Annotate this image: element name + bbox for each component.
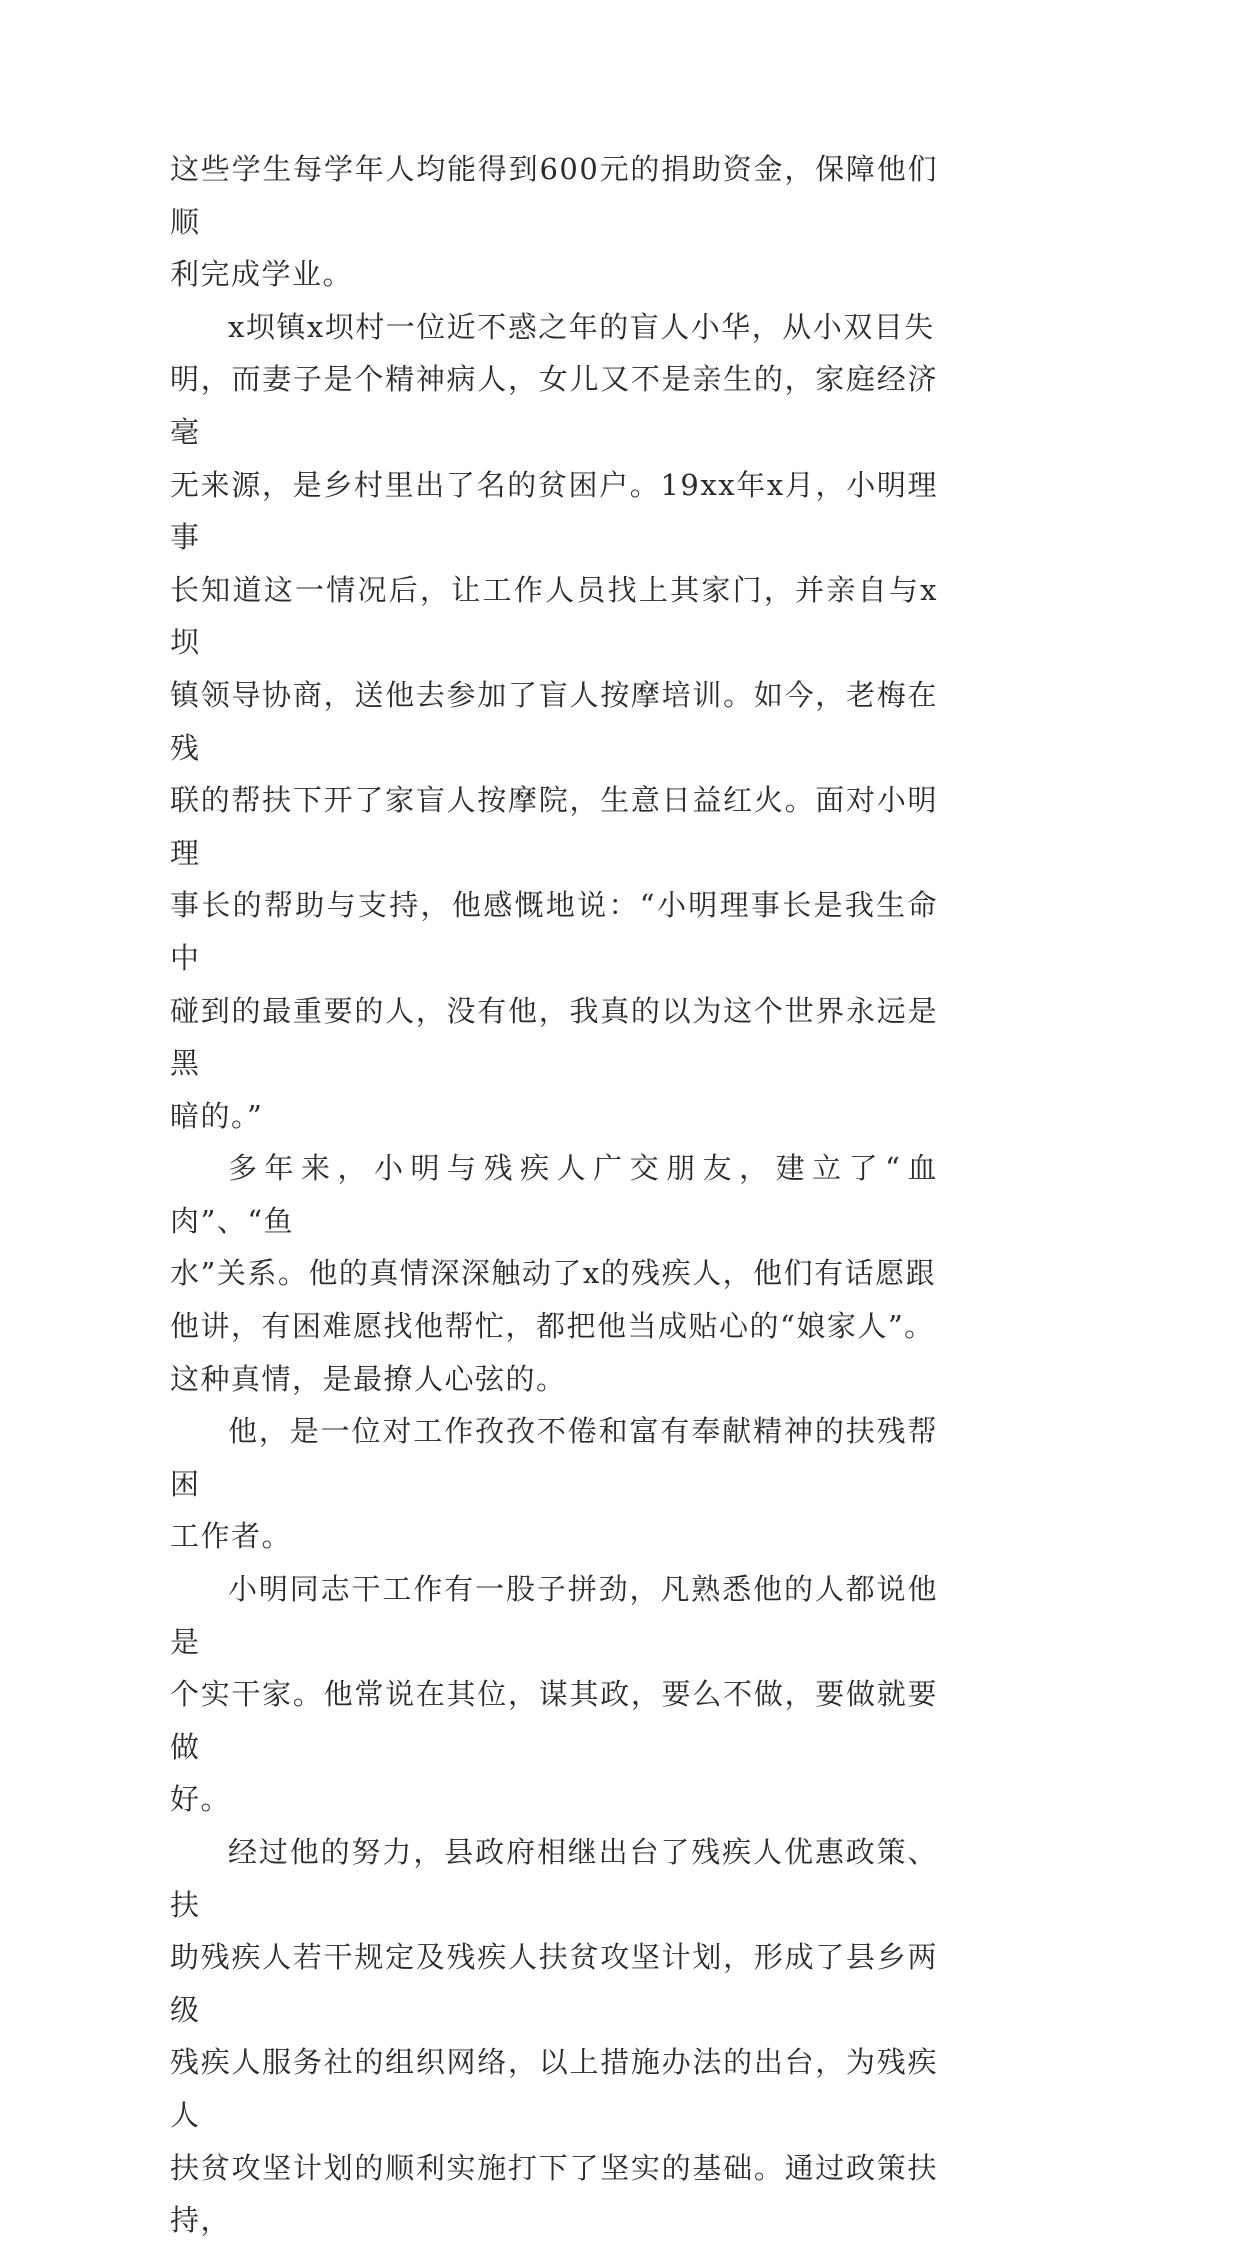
document-body (170, 143, 938, 2247)
paragraph-4: 他，是一位对工作孜孜不倦和富有奉献精神的扶残帮困 工作者。 (170, 1414, 938, 1554)
paragraph-3: 多年来，小明与残疾人广交朋友，建立了“血肉”、“鱼 水”关系。他的真情深深触动了x的残疾人，他们有话愿跟 他讲，有困难愿找他帮忙，都把他当成贴心的“娘家人”。 这种真情，是最撩人心弦的。 (170, 1151, 938, 1396)
paragraph-5: 小明同志干工作有一股子拼劲，凡熟悉他的人都说他是 个实干家。他常说在其位，谋其政，要么不做，要做就要做 好。 (170, 1572, 938, 1817)
paragraph-2: x坝镇x坝村一位近不惑之年的盲人小华，从小双目失 明，而妻子是个精神病人，女儿又不是亲生的，家庭经济毫 无来源，是乡村里出了名的贫困户。19xx年x月，小明理事 长知道这一情况后，让工作人员找上其家门，并亲自与x坝 镇领导协商，送他去参加了盲人按摩培训。如今，老梅在残 联的帮扶下开了家盲人按摩院，生意日益红火。面对小明理 事长的帮助与支持，他感慨地说：“小明理事长是我生命中 碰到的最重要的人，没有他，我真的以为这个世界永远是黑 暗的。” (170, 309, 938, 1133)
paragraph-6: 经过他的努力，县政府相继出台了残疾人优惠政策、扶 助残疾人若干规定及残疾人扶贫攻坚计划，形成了县乡两级 残疾人服务社的组织网络，以上措施办法的出台，为残疾人 扶贫攻坚计划的顺利实施打下了坚实的基础。通过政策扶持， (170, 1835, 938, 2238)
paragraph-1: 这些学生每学年人均能得到600元的捐助资金，保障他们顺 利完成学业。 (170, 152, 938, 292)
